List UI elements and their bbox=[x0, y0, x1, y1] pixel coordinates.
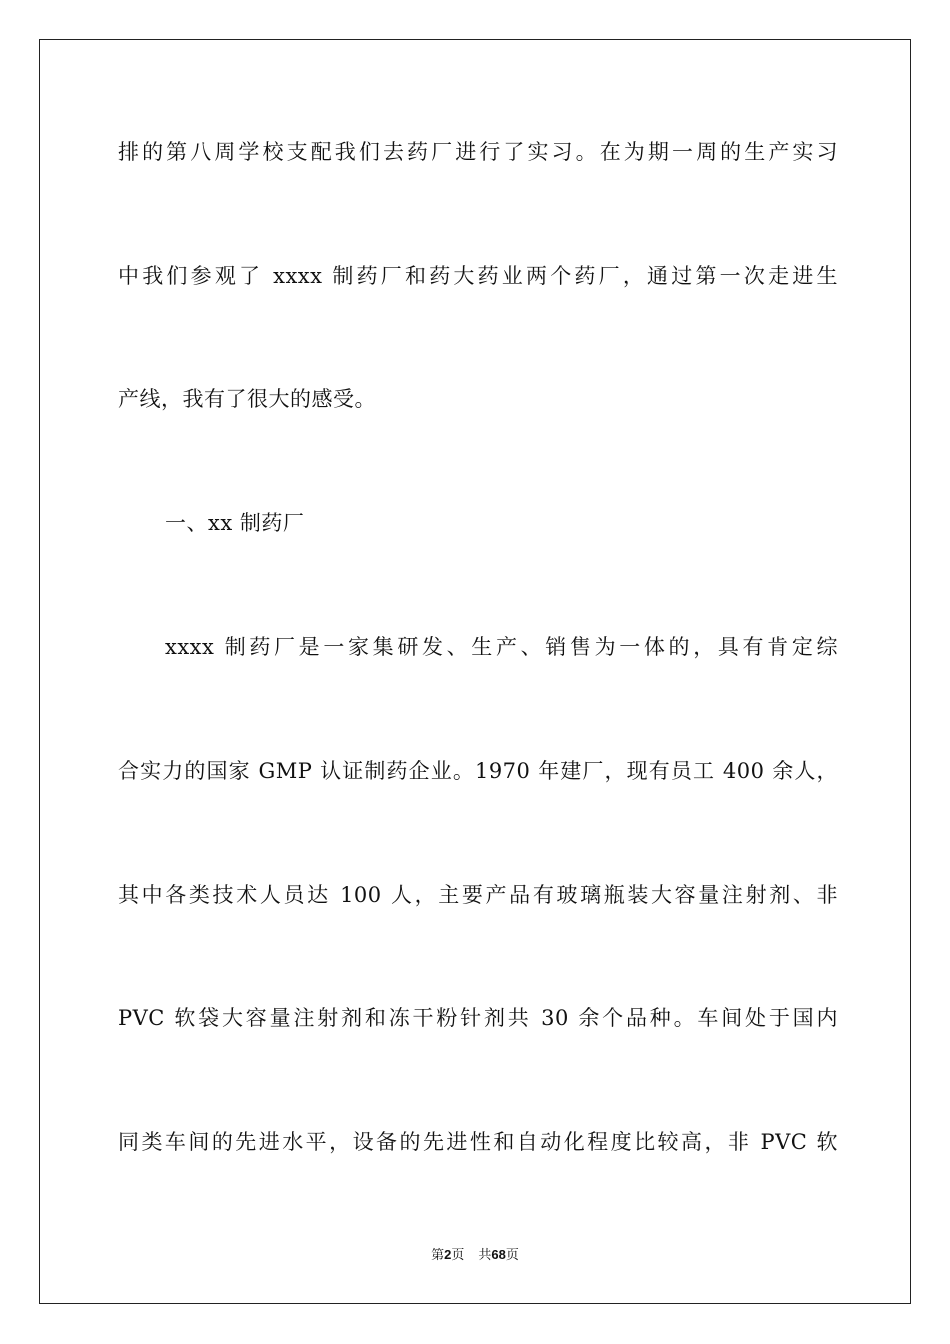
page-suffix: 页 bbox=[451, 1248, 465, 1263]
page-border bbox=[39, 39, 911, 1304]
total-pages: 68 bbox=[491, 1247, 506, 1262]
page-number: 2 bbox=[444, 1247, 452, 1262]
body-text-line: PVC 软袋大容量注射剂和冻干粉针剂共 30 余个品种。车间处于国内 bbox=[118, 1006, 838, 1030]
body-text-line: 其中各类技术人员达 100 人，主要产品有玻璃瓶装大容量注射剂、非 bbox=[118, 883, 838, 907]
body-text-line: 同类车间的先进水平，设备的先进性和自动化程度比较高，非 PVC 软 bbox=[118, 1130, 838, 1154]
body-text-line: 产线，我有了很大的感受。 bbox=[118, 387, 376, 411]
body-text-line: 中我们参观了 xxxx 制药厂和药大药业两个药厂，通过第一次走进生 bbox=[118, 264, 838, 288]
body-text-line: 合实力的国家 GMP 认证制药企业。1970 年建厂，现有员工 400 余人， bbox=[118, 759, 838, 783]
body-text-line: 排的第八周学校支配我们去药厂进行了实习。在为期一周的生产实习 bbox=[118, 140, 838, 164]
page-footer bbox=[0, 1246, 950, 1265]
page-prefix: 第 bbox=[431, 1248, 445, 1263]
body-text-line: xxxx 制药厂是一家集研发、生产、销售为一体的，具有肯定综 bbox=[165, 635, 838, 659]
total-suffix: 页 bbox=[505, 1248, 519, 1263]
total-prefix: 共 bbox=[478, 1248, 492, 1263]
section-heading: 一、xx 制药厂 bbox=[165, 511, 305, 535]
